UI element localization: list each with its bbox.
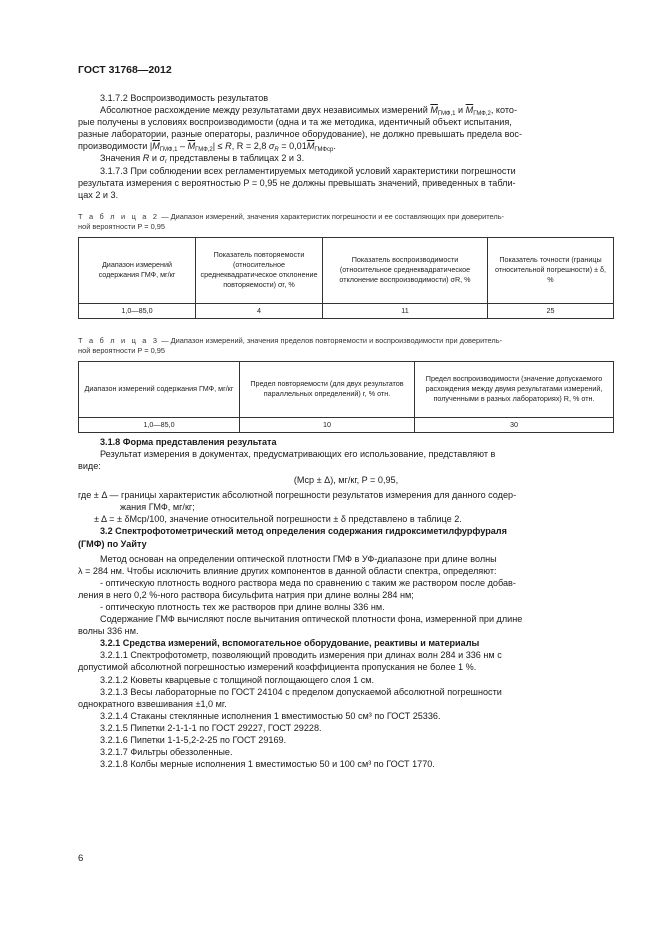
paragraph: Результат измерения в документах, предусматривающих его использование, представляют в — [100, 448, 496, 459]
paragraph: виде: — [78, 461, 101, 472]
section-heading: 3.2.1 Средства измерений, вспомогательное оборудование, реактивы и материалы — [100, 638, 480, 649]
table-caption: Т а б л и ц а 3 — Диапазон измерений, значения пределов повторяемости и воспроизводимости при доверитель- — [78, 335, 503, 345]
list-item: 3.2.1.1 Спектрофотометр, позволяющий проводить измерения при длинах волн 284 и 336 нм с — [100, 650, 502, 661]
table-header: Предел воспроизводимости (значение допускаемого расхождения между двумя результатами измерений, полученными в разных лабораториях) R, % отн. — [415, 361, 614, 417]
table-cell: 30 — [415, 417, 614, 432]
page-number: 6 — [78, 853, 84, 864]
paragraph: разные лаборатории, разные операторы, различное оборудование), не должно превышать предела вос- — [78, 129, 522, 140]
table-cell: 4 — [196, 303, 323, 318]
paragraph: 3.1.7.3 При соблюдении всех регламентируемых методикой условий характеристики погрешности — [100, 165, 516, 176]
paragraph: жания ГМФ, мг/кг; — [120, 502, 195, 513]
paragraph: производимости $|\overline{M}_{ГМФ,1} - \overline{M}_{ГМФ,2}| \le R$, R = 2,8 $\sigma_R = 0,01\overline{M}_{ГМФср}$. — [78, 141, 336, 154]
table-caption: ной вероятности P = 0,95 — [78, 222, 165, 232]
list-item: - оптическую плотность водного раствора меда по сравнению с таким же раствором после добав- — [100, 577, 516, 588]
table-header: Показатель точности (границы относительной погрешности) ± δ, % — [488, 237, 614, 303]
paragraph: ± Δ = ± δMср/100, значение относительной погрешности ± δ представлено в таблице 2. — [94, 514, 462, 525]
table-header: Показатель повторяемости (относительное среднеквадратическое отклонение повторяемости) σr, % — [196, 237, 323, 303]
paragraph: ления в него 0,2 %-ного раствора бисульфита натрия при длине волны 284 нм; — [78, 589, 414, 600]
table-2 — [78, 237, 614, 319]
table-header: Предел повторяемости (для двух результатов параллельных определений) r, % отн. — [240, 361, 415, 417]
list-item: - оптическую плотность тех же растворов при длине волны 336 нм. — [100, 601, 385, 612]
paragraph: допустимой абсолютной погрешностью измерений коэффициента пропускания не более 1 %. — [78, 662, 477, 673]
list-item: 3.2.1.8 Колбы мерные исполнения 1 вместимостью 50 и 100 см³ по ГОСТ 1770. — [100, 759, 435, 770]
table-cell: 10 — [240, 417, 415, 432]
table-cell: 1,0—85,0 — [79, 417, 240, 432]
list-item: 3.2.1.4 Стаканы стеклянные исполнения 1 вместимостью 50 см³ по ГОСТ 25336. — [100, 710, 441, 721]
table-3 — [78, 361, 614, 433]
list-item: 3.2.1.5 Пипетки 2-1-1-1 по ГОСТ 29227, ГОСТ 29228. — [100, 722, 322, 733]
paragraph: Содержание ГМФ вычисляют после вычитания оптической плотности фона, измеренной при длине — [100, 614, 523, 625]
list-item: 3.2.1.3 Весы лабораторные по ГОСТ 24104 с пределом допускаемой абсолютной погрешности — [100, 686, 502, 697]
paragraph: λ = 284 нм. Чтобы исключить влияние других компонентов в данной области спектра, определяют: — [78, 565, 497, 576]
list-item: 3.2.1.7 Фильтры обеззоленные. — [100, 747, 233, 758]
table-caption: Т а б л и ц а 2 — Диапазон измерений, значения характеристик погрешности и ее составляющих при доверитель- — [78, 211, 505, 221]
paragraph: Значения R и $\sigma_r$ представлены в таблицах 2 и 3. — [100, 153, 305, 166]
paragraph: результата измерения с вероятностью P = 0,95 не должны превышать значений, приведенных в табли- — [78, 177, 516, 188]
paragraph: где ± Δ — границы характеристик абсолютной погрешности результатов измерения для данного содер- — [78, 490, 517, 501]
paragraph: Метод основан на определении оптической плотности ГМФ в УФ-диапазоне при длине волны — [100, 553, 497, 564]
section-heading: 3.1.8 Форма представления результата — [100, 436, 277, 447]
table-cell: 11 — [323, 303, 488, 318]
paragraph: цах 2 и 3. — [78, 189, 119, 200]
table-cell: 25 — [488, 303, 614, 318]
section-heading: (ГМФ) по Уайту — [78, 538, 147, 549]
list-item: 3.2.1.6 Пипетки 1-1-5,2-2-25 по ГОСТ 29169. — [100, 735, 287, 745]
page-body — [78, 60, 614, 770]
paragraph: волны 336 нм. — [78, 626, 139, 637]
formula: (Mср ± Δ), мг/кг, P = 0,95, — [293, 475, 399, 486]
table-caption: ной вероятности P = 0,95 — [78, 346, 165, 356]
section-heading: 3.2 Спектрофотометрический метод определения содержания гидроксиметилфурфураля — [100, 526, 507, 537]
paragraph: Абсолютное расхождение между результатами двух независимых измерений $\overline{M}_{ГМФ,1}$ и $\overline{M}_{ГМФ,2}$, кото- — [100, 105, 517, 118]
table-header: Диапазон измерений содержания ГМФ, мг/кг — [79, 361, 240, 417]
list-item: 3.2.1.2 Кюветы кварцевые с толщиной поглощающего слоя 1 см. — [100, 674, 375, 685]
section-heading: 3.1.7.2 Воспроизводимость результатов — [100, 93, 269, 103]
document-header: ГОСТ 31768—2012 — [78, 64, 172, 76]
table-cell: 1,0—85,0 — [79, 303, 196, 318]
paragraph: однократного взвешивания ±1,0 мг. — [78, 698, 227, 709]
table-header: Диапазон измерений содержания ГМФ, мг/кг — [79, 237, 196, 303]
table-header: Показатель воспроизводимости (относительное среднеквадратическое отклонение воспроизводимости) σR, % — [323, 237, 488, 303]
paragraph: рые получены в условиях воспроизводимости (одна и та же методика, идентичный объект испытания, — [78, 117, 512, 128]
